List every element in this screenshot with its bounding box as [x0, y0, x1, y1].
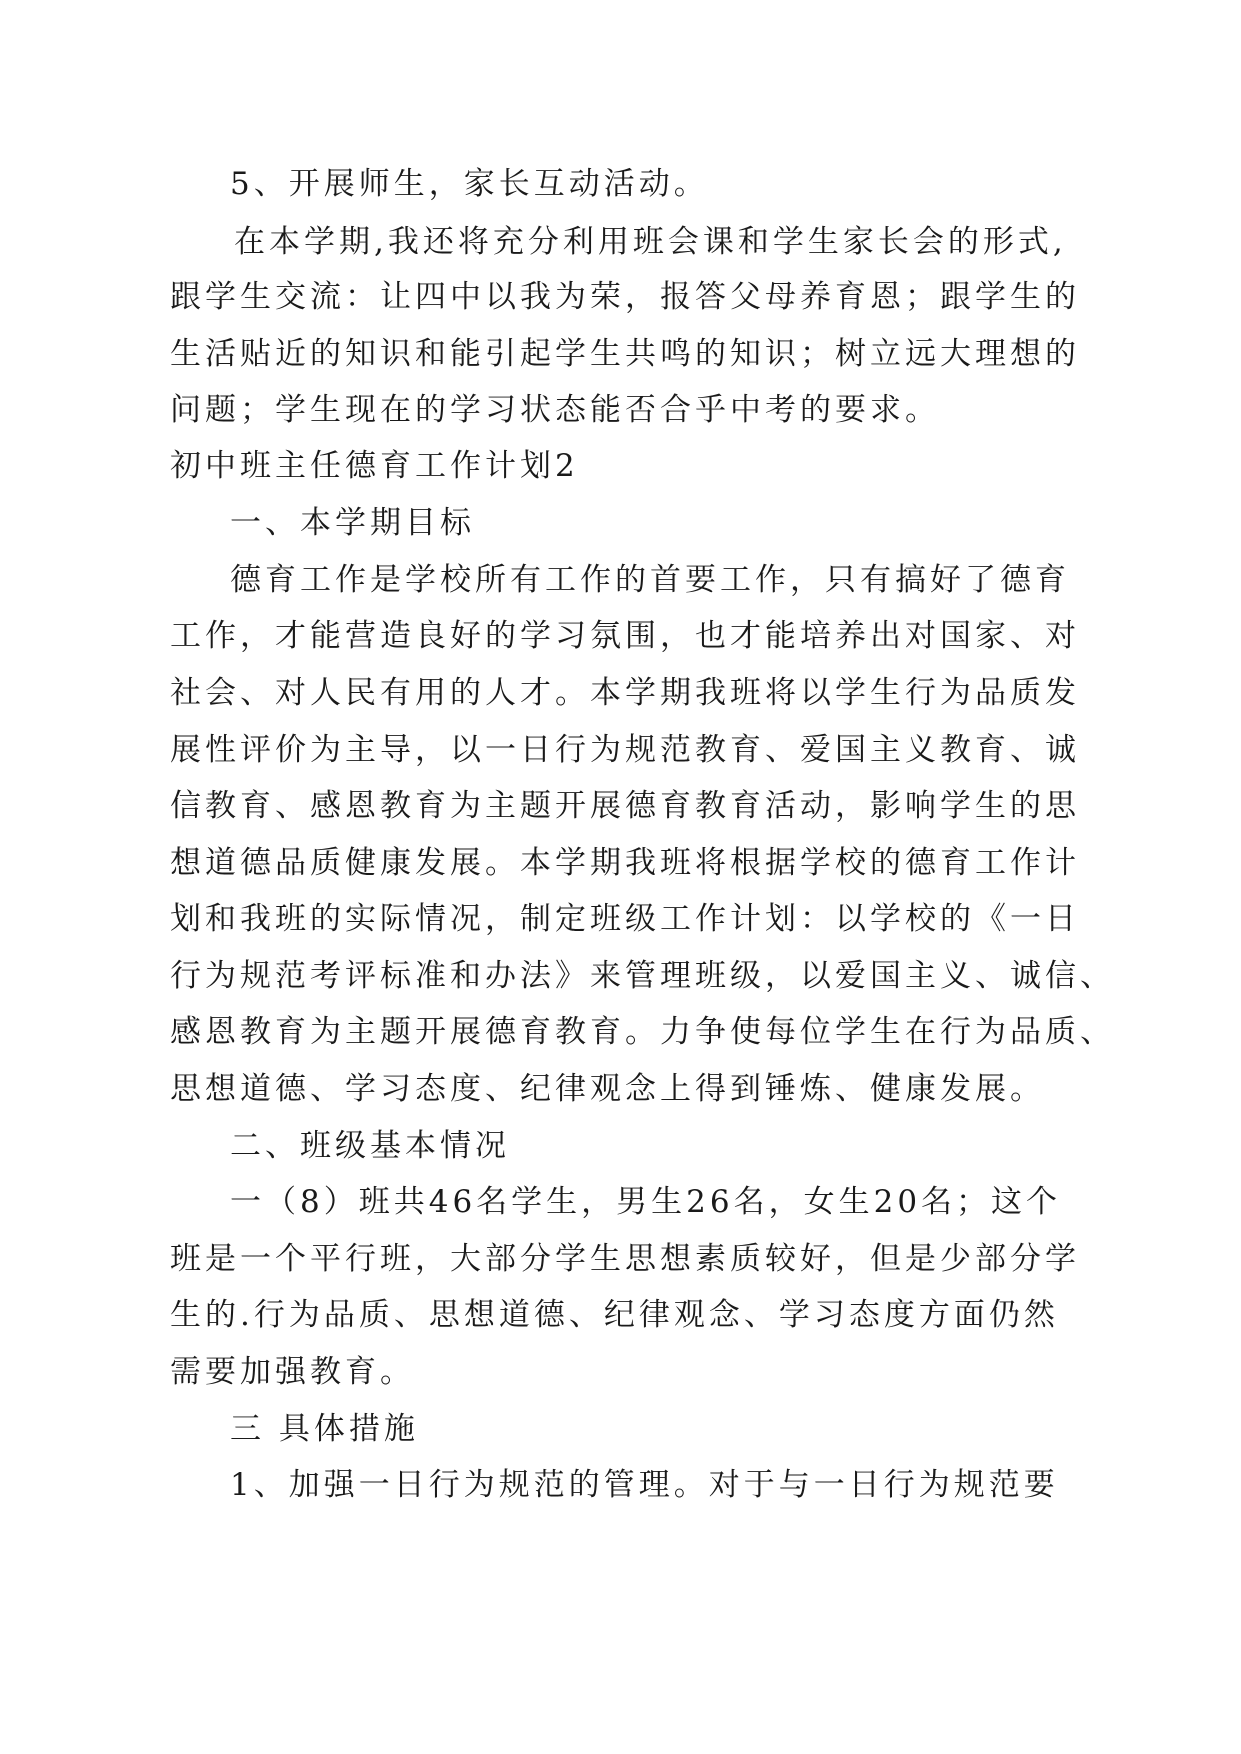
text-line: 生活贴近的知识和能引起学生共鸣的知识；树立远大理想的 [170, 336, 1080, 372]
text-line: 工作，才能营造良好的学习氛围，也才能培养出对国家、对 [170, 618, 1080, 654]
text-line: 一（8）班共46名学生，男生26名，女生20名；这个 [230, 1184, 1062, 1220]
text-line: 需要加强教育。 [170, 1354, 415, 1390]
text-line: 划和我班的实际情况，制定班级工作计划：以学校的《一日 [170, 901, 1080, 937]
text-line: 生的.行为品质、思想道德、纪律观念、学习态度方面仍然 [170, 1297, 1059, 1333]
subheading: 一、本学期目标 [230, 505, 475, 541]
text-line: 思想道德、学习态度、纪律观念上得到锤炼、健康发展。 [170, 1071, 1045, 1107]
text-line: 问题；学生现在的学习状态能否合乎中考的要求。 [170, 392, 940, 428]
text-line: 信教育、感恩教育为主题开展德育教育活动，影响学生的思 [170, 788, 1080, 824]
text-line: 班是一个平行班，大部分学生思想素质较好，但是少部分学 [170, 1241, 1080, 1277]
subheading: 三 具体措施 [230, 1411, 419, 1447]
text-line: 5、开展师生，家长互动活动。 [230, 166, 709, 202]
text-line: 感恩教育为主题开展德育教育。力争使每位学生在行为品质、 [170, 1014, 1115, 1050]
text-line: 行为规范考评标准和办法》来管理班级，以爱国主义、诚信、 [170, 958, 1115, 994]
section-title: 初中班主任德育工作计划2 [170, 448, 579, 484]
text-line: 展性评价为主导，以一日行为规范教育、爱国主义教育、诚 [170, 732, 1080, 768]
text-line: 德育工作是学校所有工作的首要工作，只有搞好了德育 [230, 562, 1070, 598]
text-line: 1、加强一日行为规范的管理。对于与一日行为规范要 [230, 1467, 1059, 1503]
text-line: 想道德品质健康发展。本学期我班将根据学校的德育工作计 [170, 845, 1080, 881]
text-line: 在本学期,我还将充分利用班会课和学生家长会的形式, [234, 224, 1067, 260]
subheading: 二、班级基本情况 [230, 1128, 510, 1164]
text-line: 社会、对人民有用的人才。本学期我班将以学生行为品质发 [170, 675, 1080, 711]
text-line: 跟学生交流：让四中以我为荣，报答父母养育恩；跟学生的 [170, 279, 1080, 315]
